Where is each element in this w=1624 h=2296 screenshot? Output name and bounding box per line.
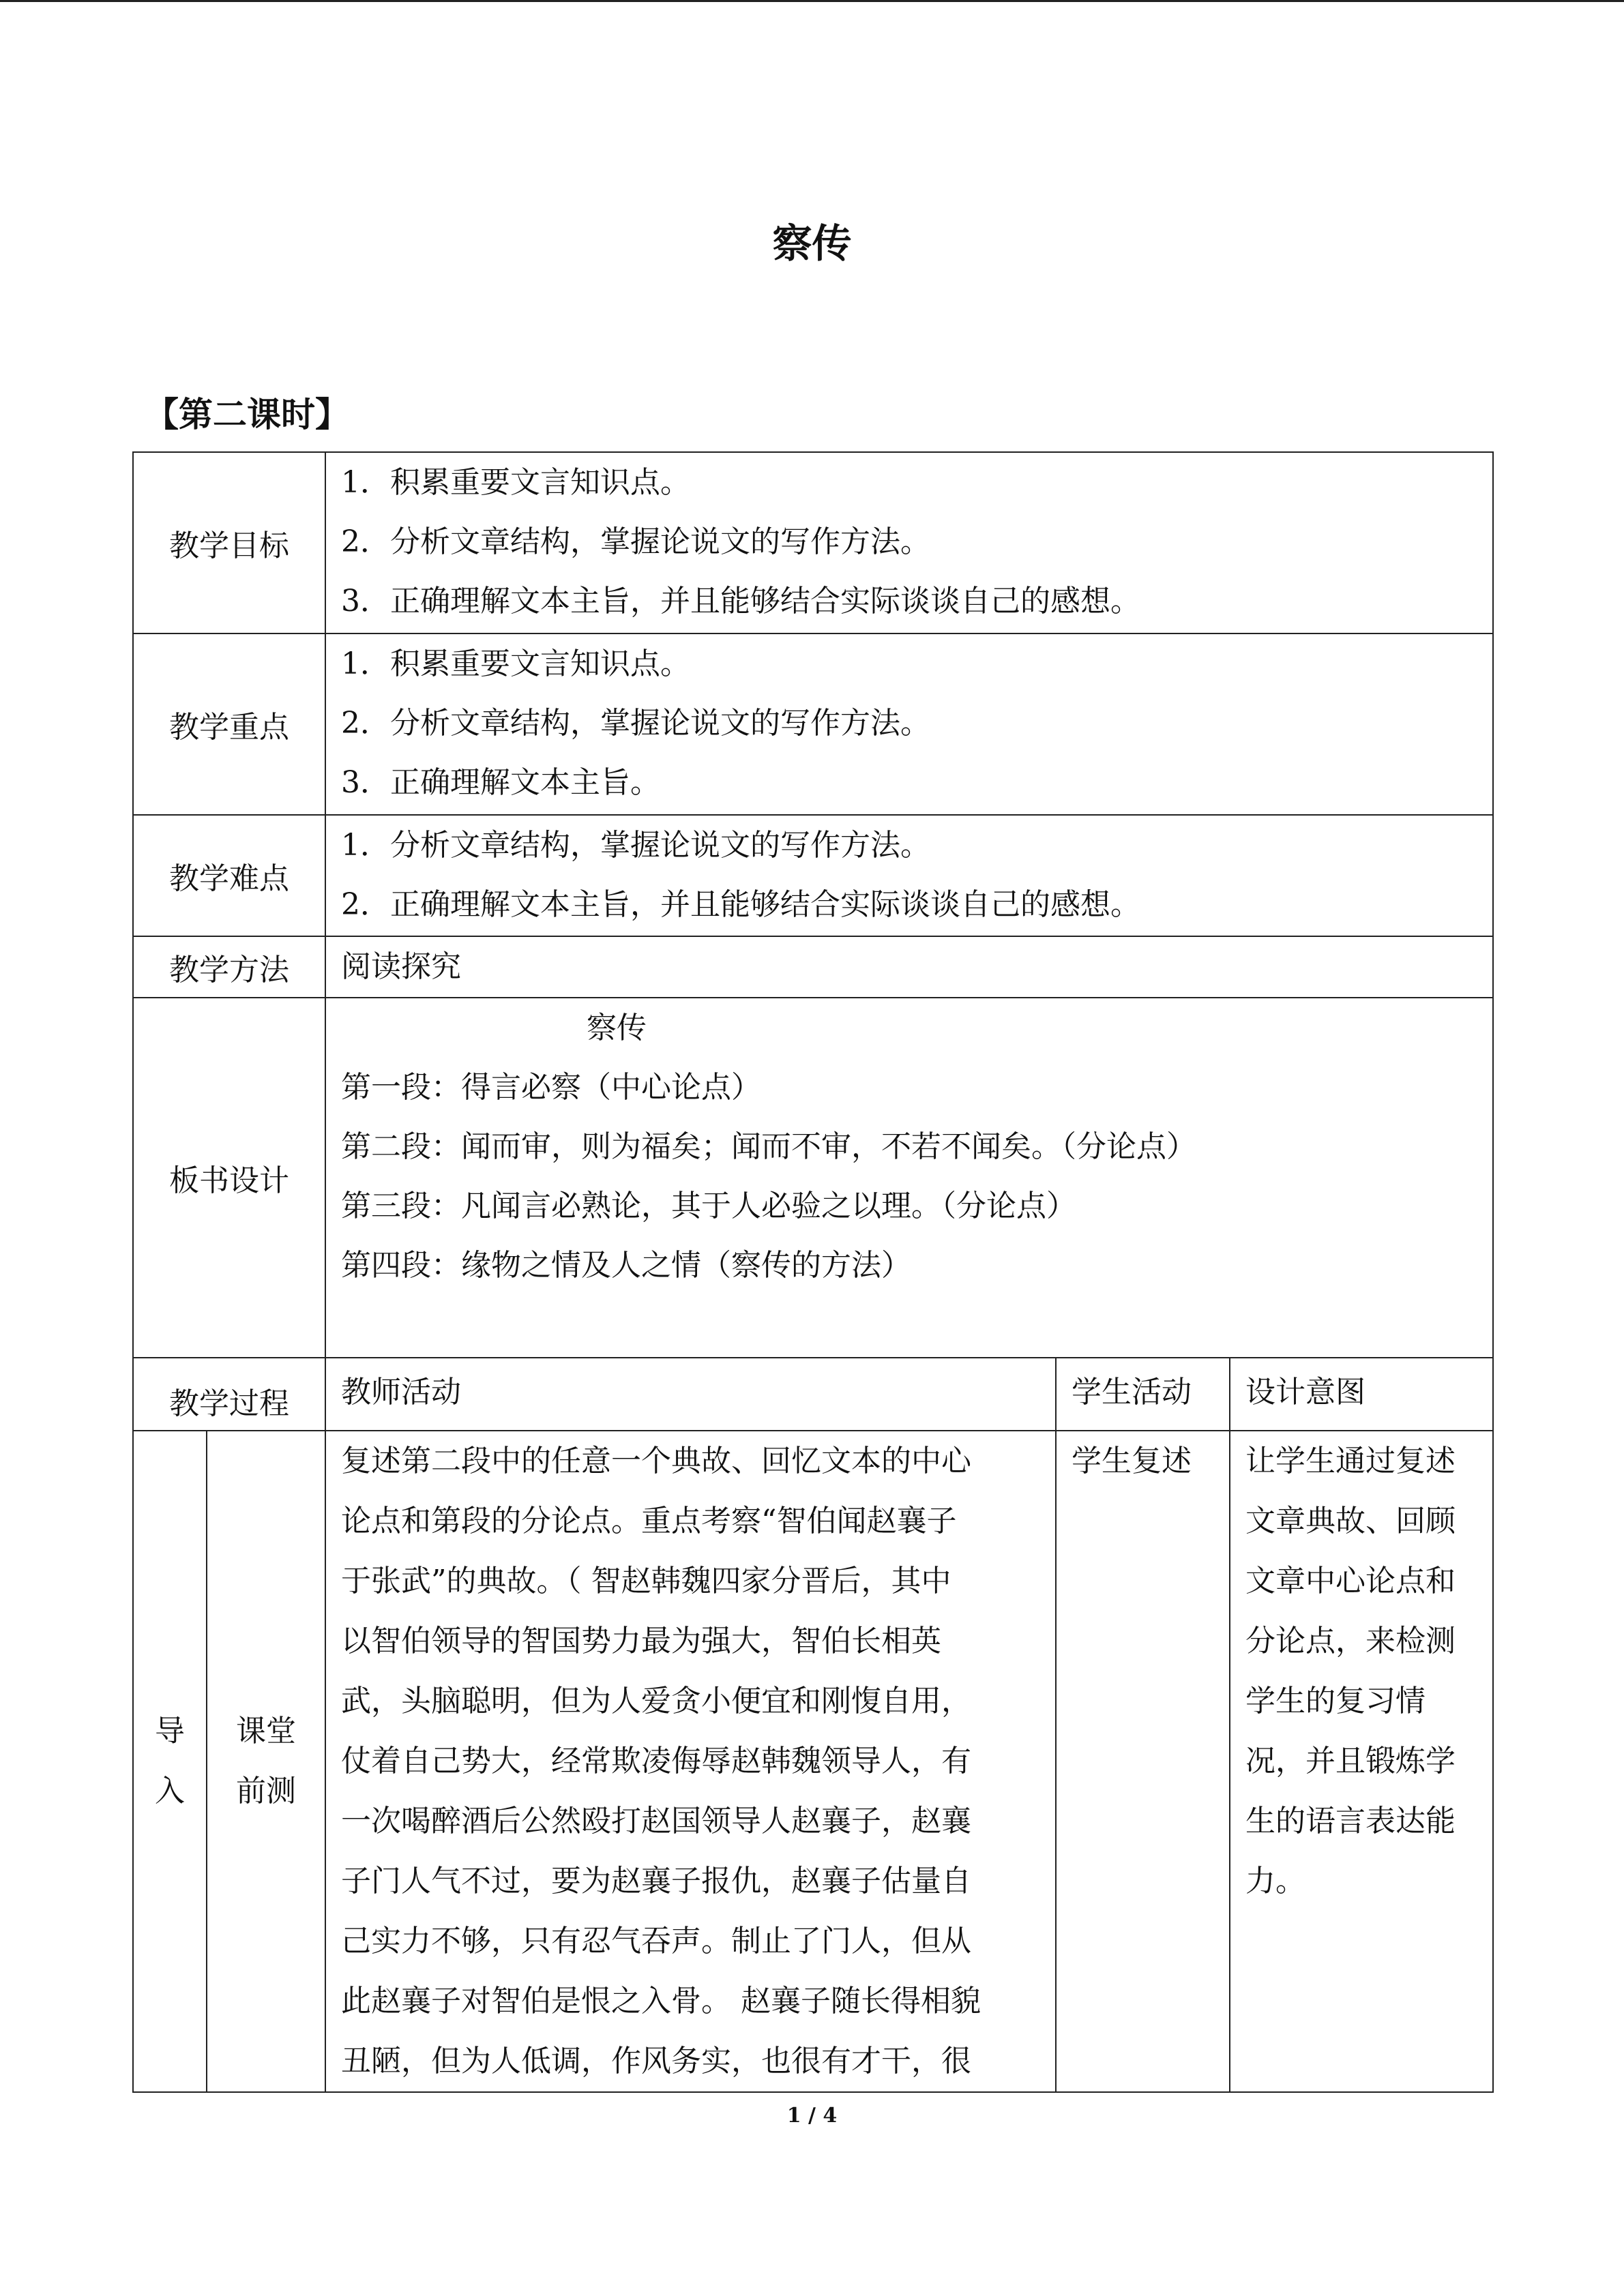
text-line: 况，并且锻炼学 — [1245, 1744, 1456, 1778]
label-teaching-goals: 教学目标 — [133, 452, 325, 633]
label-method: 教学方法 — [133, 936, 325, 998]
text-line: 仗着自己势大，经常欺凌侮辱赵韩魏领导人，有 — [341, 1744, 971, 1778]
row-teaching-method — [133, 936, 1493, 998]
text-line: 一次喝醉酒后公然殴打赵国领导人赵襄子，赵襄 — [341, 1804, 971, 1838]
design-intent-content — [1230, 1431, 1493, 2092]
text-line: 生的语言表达能 — [1245, 1804, 1456, 1838]
method-value: 阅读探究 — [341, 949, 461, 984]
text-line: 己实力不够，只有忍气吞声。制止了门人，但从 — [341, 1924, 971, 1958]
student-activity-text: 学生复述 — [1072, 1444, 1192, 1478]
teaching-goals-content — [325, 452, 1493, 633]
difficulty-item: 1．分析文章结构，掌握论说文的写作方法。 — [341, 828, 930, 863]
page-number: 1 / 4 — [786, 2104, 838, 2128]
document-title: 察传 — [772, 220, 852, 267]
student-activity-content — [1056, 1431, 1230, 2092]
section-heading: 【第二课时】 — [145, 395, 349, 434]
row-intro — [133, 1431, 1493, 2092]
header-design-intent: 设计意图 — [1230, 1358, 1493, 1431]
key-point-item: 3．正确理解文本主旨。 — [341, 765, 660, 800]
text-line: 丑陋，但为人低调，作风务实，也很有才干，很 — [341, 2044, 971, 2078]
header-student-activity: 学生活动 — [1056, 1358, 1230, 1431]
board-item: 第四段：缘物之情及人之情（察传的方法） — [341, 1248, 911, 1283]
text-line: 分论点，来检测 — [1245, 1624, 1456, 1658]
row-teaching-key-points — [133, 633, 1493, 815]
row-board-design — [133, 998, 1493, 1358]
row-teaching-goals — [133, 452, 1493, 633]
text-line: 以智伯领导的智国势力最为强大，智伯长相英 — [341, 1624, 941, 1658]
label-process: 教学过程 — [133, 1358, 325, 1431]
key-points-content — [325, 633, 1493, 815]
header-teacher-activity: 教师活动 — [325, 1358, 1056, 1431]
stage-intro: 导 入 — [133, 1431, 207, 2092]
text-line: 于张武”的典故。（ 智赵韩魏四家分晋后，其中 — [341, 1564, 951, 1598]
board-item: 第一段：得言必察（中心论点） — [341, 1070, 761, 1105]
text-line: 论点和第段的分论点。重点考察“智伯闻赵襄子 — [341, 1504, 957, 1538]
goal-item: 1．积累重要文言知识点。 — [341, 465, 690, 500]
difficulty-item: 2．正确理解文本主旨，并且能够结合实际谈谈自己的感想。 — [341, 887, 1140, 922]
goal-item: 2．分析文章结构，掌握论说文的写作方法。 — [341, 524, 930, 559]
teacher-activity-content — [325, 1431, 1056, 2092]
row-teaching-difficulties — [133, 815, 1493, 936]
goal-item: 3．正确理解文本主旨，并且能够结合实际谈谈自己的感想。 — [341, 584, 1140, 618]
label-board-design: 板书设计 — [133, 998, 325, 1358]
board-heading: 察传 — [587, 1011, 647, 1045]
row-process-header — [133, 1358, 1493, 1431]
board-item: 第二段：闻而审，则为福矣；闻而不审，不若不闻矣。（分论点） — [341, 1129, 1196, 1164]
text-line: 文章中心论点和 — [1245, 1564, 1456, 1598]
key-point-item: 1．积累重要文言知识点。 — [341, 646, 690, 681]
lesson-plan-table — [132, 451, 1494, 2093]
text-line: 文章典故、回顾 — [1245, 1504, 1456, 1538]
text-line: 子门人气不过，要为赵襄子报仇，赵襄子估量自 — [341, 1864, 971, 1898]
text-line: 力。 — [1245, 1864, 1305, 1898]
key-point-item: 2．分析文章结构，掌握论说文的写作方法。 — [341, 706, 930, 741]
step-pretest: 课堂 前测 — [207, 1431, 325, 2092]
text-line: 复述第二段中的任意一个典故、回忆文本的中心 — [341, 1444, 971, 1478]
board-item: 第三段：凡闻言必熟论，其于人必验之以理。（分论点） — [341, 1189, 1076, 1223]
method-content — [325, 936, 1493, 998]
text-line: 此赵襄子对智伯是恨之入骨。 赵襄子随长得相貌 — [341, 1984, 981, 2018]
board-design-content — [325, 998, 1493, 1358]
label-difficulties: 教学难点 — [133, 815, 325, 936]
text-line: 让学生通过复述 — [1245, 1444, 1456, 1478]
text-line: 学生的复习情 — [1245, 1684, 1426, 1718]
top-border — [0, 0, 1624, 2]
label-key-points: 教学重点 — [133, 633, 325, 815]
difficulties-content — [325, 815, 1493, 936]
text-line: 武，头脑聪明，但为人爱贪小便宜和刚愎自用， — [341, 1684, 971, 1718]
